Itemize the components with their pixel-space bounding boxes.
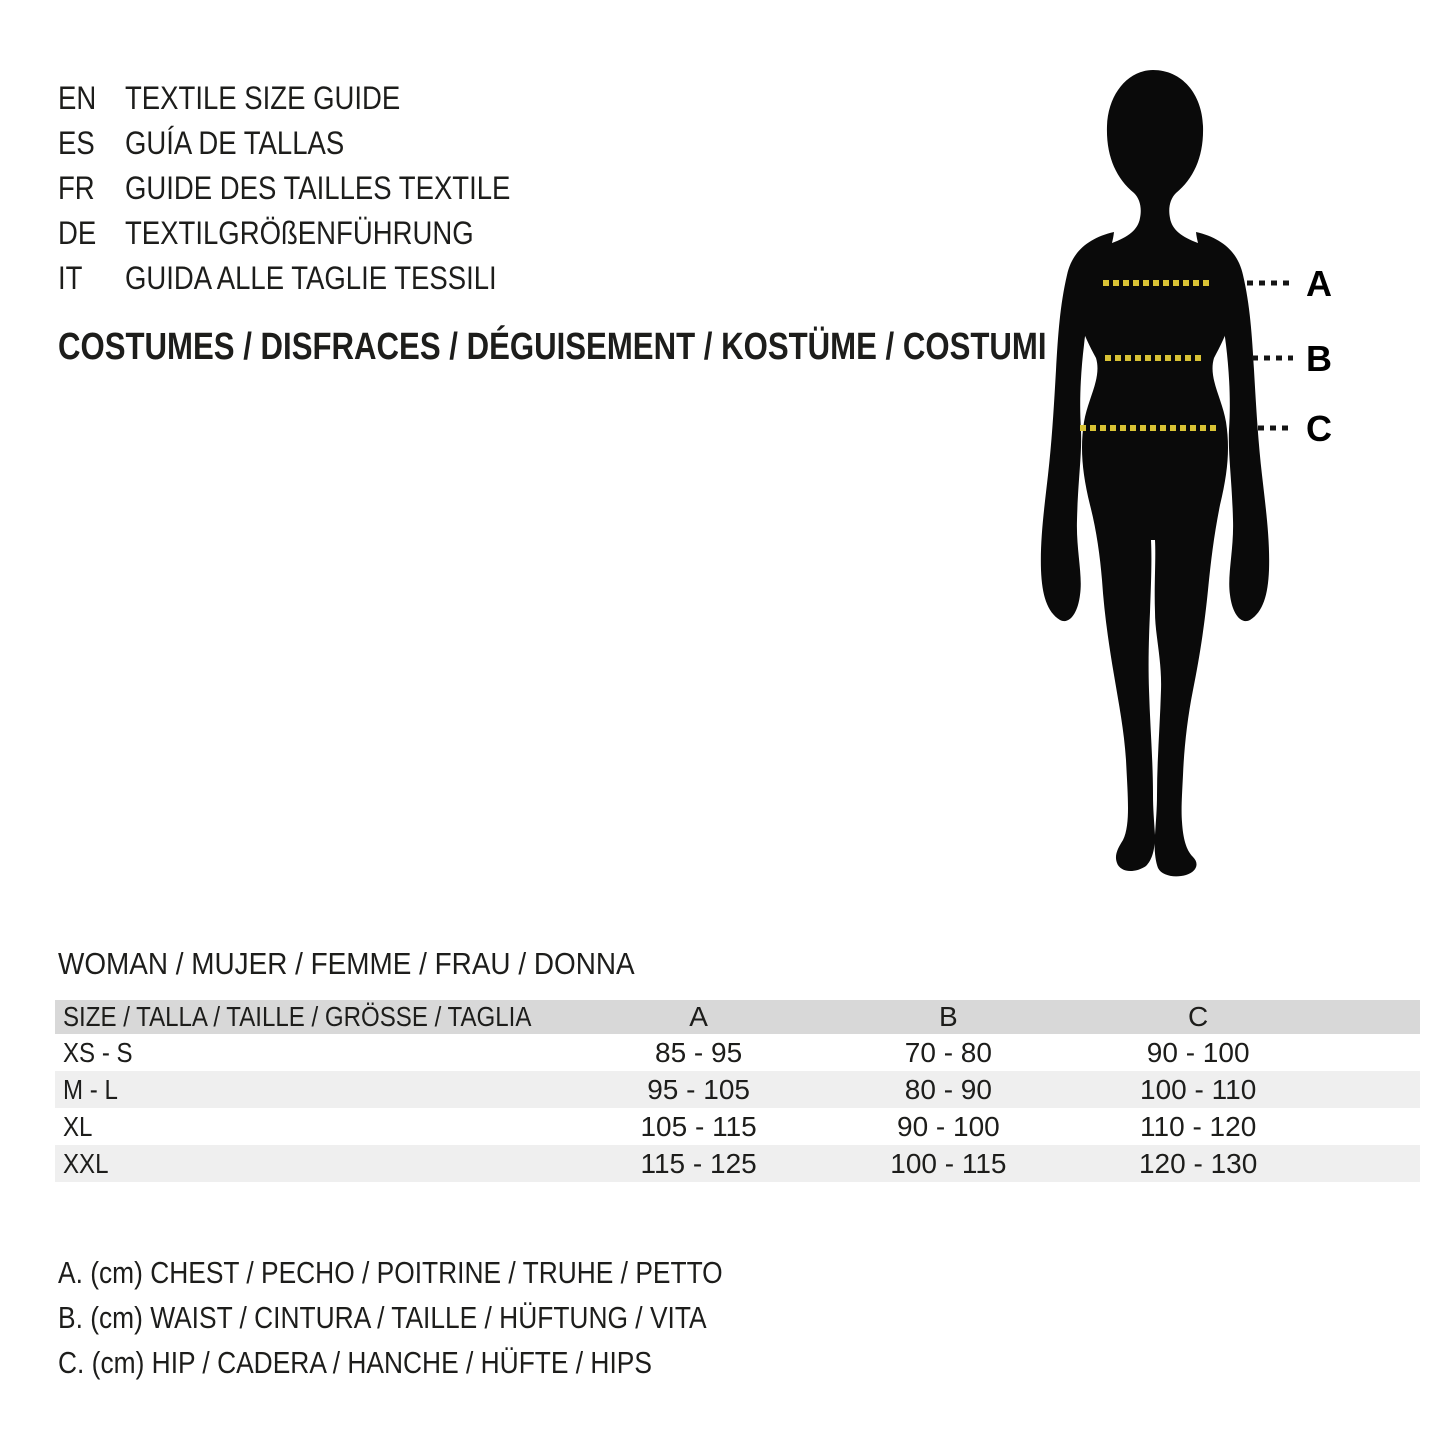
language-row [58,76,573,121]
cell-a: 85 - 95 [655,1036,743,1068]
language-row [58,256,573,301]
category-title: COSTUMES / DISFRACES / DÉGUISEMENT / KOSTÜME / COSTUMI [58,326,1047,368]
size-column-header: SIZE / TALLA / TAILLE / GRÖSSE / TAGLIA [63,1001,532,1032]
spacer-cell [1323,1071,1420,1108]
cell-size: XL [63,1110,93,1142]
cell-size: XS - S [63,1036,133,1068]
cell-a: 95 - 105 [647,1073,750,1105]
language-code: DE [58,215,97,251]
spacer-cell [1323,1108,1420,1145]
language-code: IT [58,260,83,296]
spacer-cell [1323,1034,1420,1071]
cell-c: 90 - 100 [1146,1036,1250,1068]
size-table-wrap [55,1000,1420,1182]
cell-b: 100 - 115 [890,1147,1007,1179]
cell-size: XXL [63,1147,109,1179]
language-title: GUIDA ALLE TAGLIE TESSILI [125,260,497,296]
table-section-title: WOMAN / MUJER / FEMME / FRAU / DONNA [58,946,635,981]
cell-c: 100 - 110 [1140,1073,1257,1105]
language-title: TEXTILGRÖßENFÜHRUNG [125,215,474,251]
column-header-b: B [939,1001,958,1032]
spacer-cell [1323,1145,1420,1182]
language-guide [58,76,573,301]
language-row [58,166,573,211]
column-header-a: A [689,1001,708,1032]
language-code: ES [58,125,95,161]
cell-c: 120 - 130 [1138,1147,1258,1179]
language-code: EN [58,80,97,116]
spacer-cell [1323,1000,1420,1034]
cell-b: 90 - 100 [897,1110,1000,1142]
cell-size: M - L [63,1073,118,1105]
table-row-m-l [55,1071,1420,1108]
table-header-row [55,1000,1420,1034]
table-row-xl [55,1108,1420,1145]
language-row [58,211,573,256]
marker-label-waist: B [1306,338,1332,379]
language-row [58,121,573,166]
size-table [55,1000,1420,1182]
legend-item-chest: A. (cm) CHEST / PECHO / POITRINE / TRUHE / PETTO [58,1254,723,1290]
language-title: GUÍA DE TALLAS [125,125,345,161]
legend-item-waist: B. (cm) WAIST / CINTURA / TAILLE / HÜFTUNG / VITA [58,1299,707,1335]
measure-legend [58,1250,840,1385]
table-row-xxl [55,1145,1420,1182]
cell-a: 115 - 125 [640,1147,757,1179]
woman-silhouette-figure [1000,60,1440,900]
column-header-c: C [1188,1001,1209,1032]
woman-silhouette-svg [1000,60,1440,900]
marker-label-hip: C [1306,408,1332,449]
legend-item-hip: C. (cm) HIP / CADERA / HANCHE / HÜFTE / HIPS [58,1344,652,1380]
cell-a: 105 - 115 [640,1110,757,1142]
marker-label-chest: A [1306,263,1332,304]
language-title: TEXTILE SIZE GUIDE [125,80,401,116]
silhouette-body [1074,70,1237,876]
language-title: GUIDE DES TAILLES TEXTILE [125,170,511,206]
table-row-xs-s [55,1034,1420,1071]
cell-c: 110 - 120 [1140,1110,1257,1142]
cell-b: 80 - 90 [904,1073,992,1105]
cell-b: 70 - 80 [904,1036,992,1068]
language-code: FR [58,170,95,206]
woman-silhouette [1041,70,1269,876]
